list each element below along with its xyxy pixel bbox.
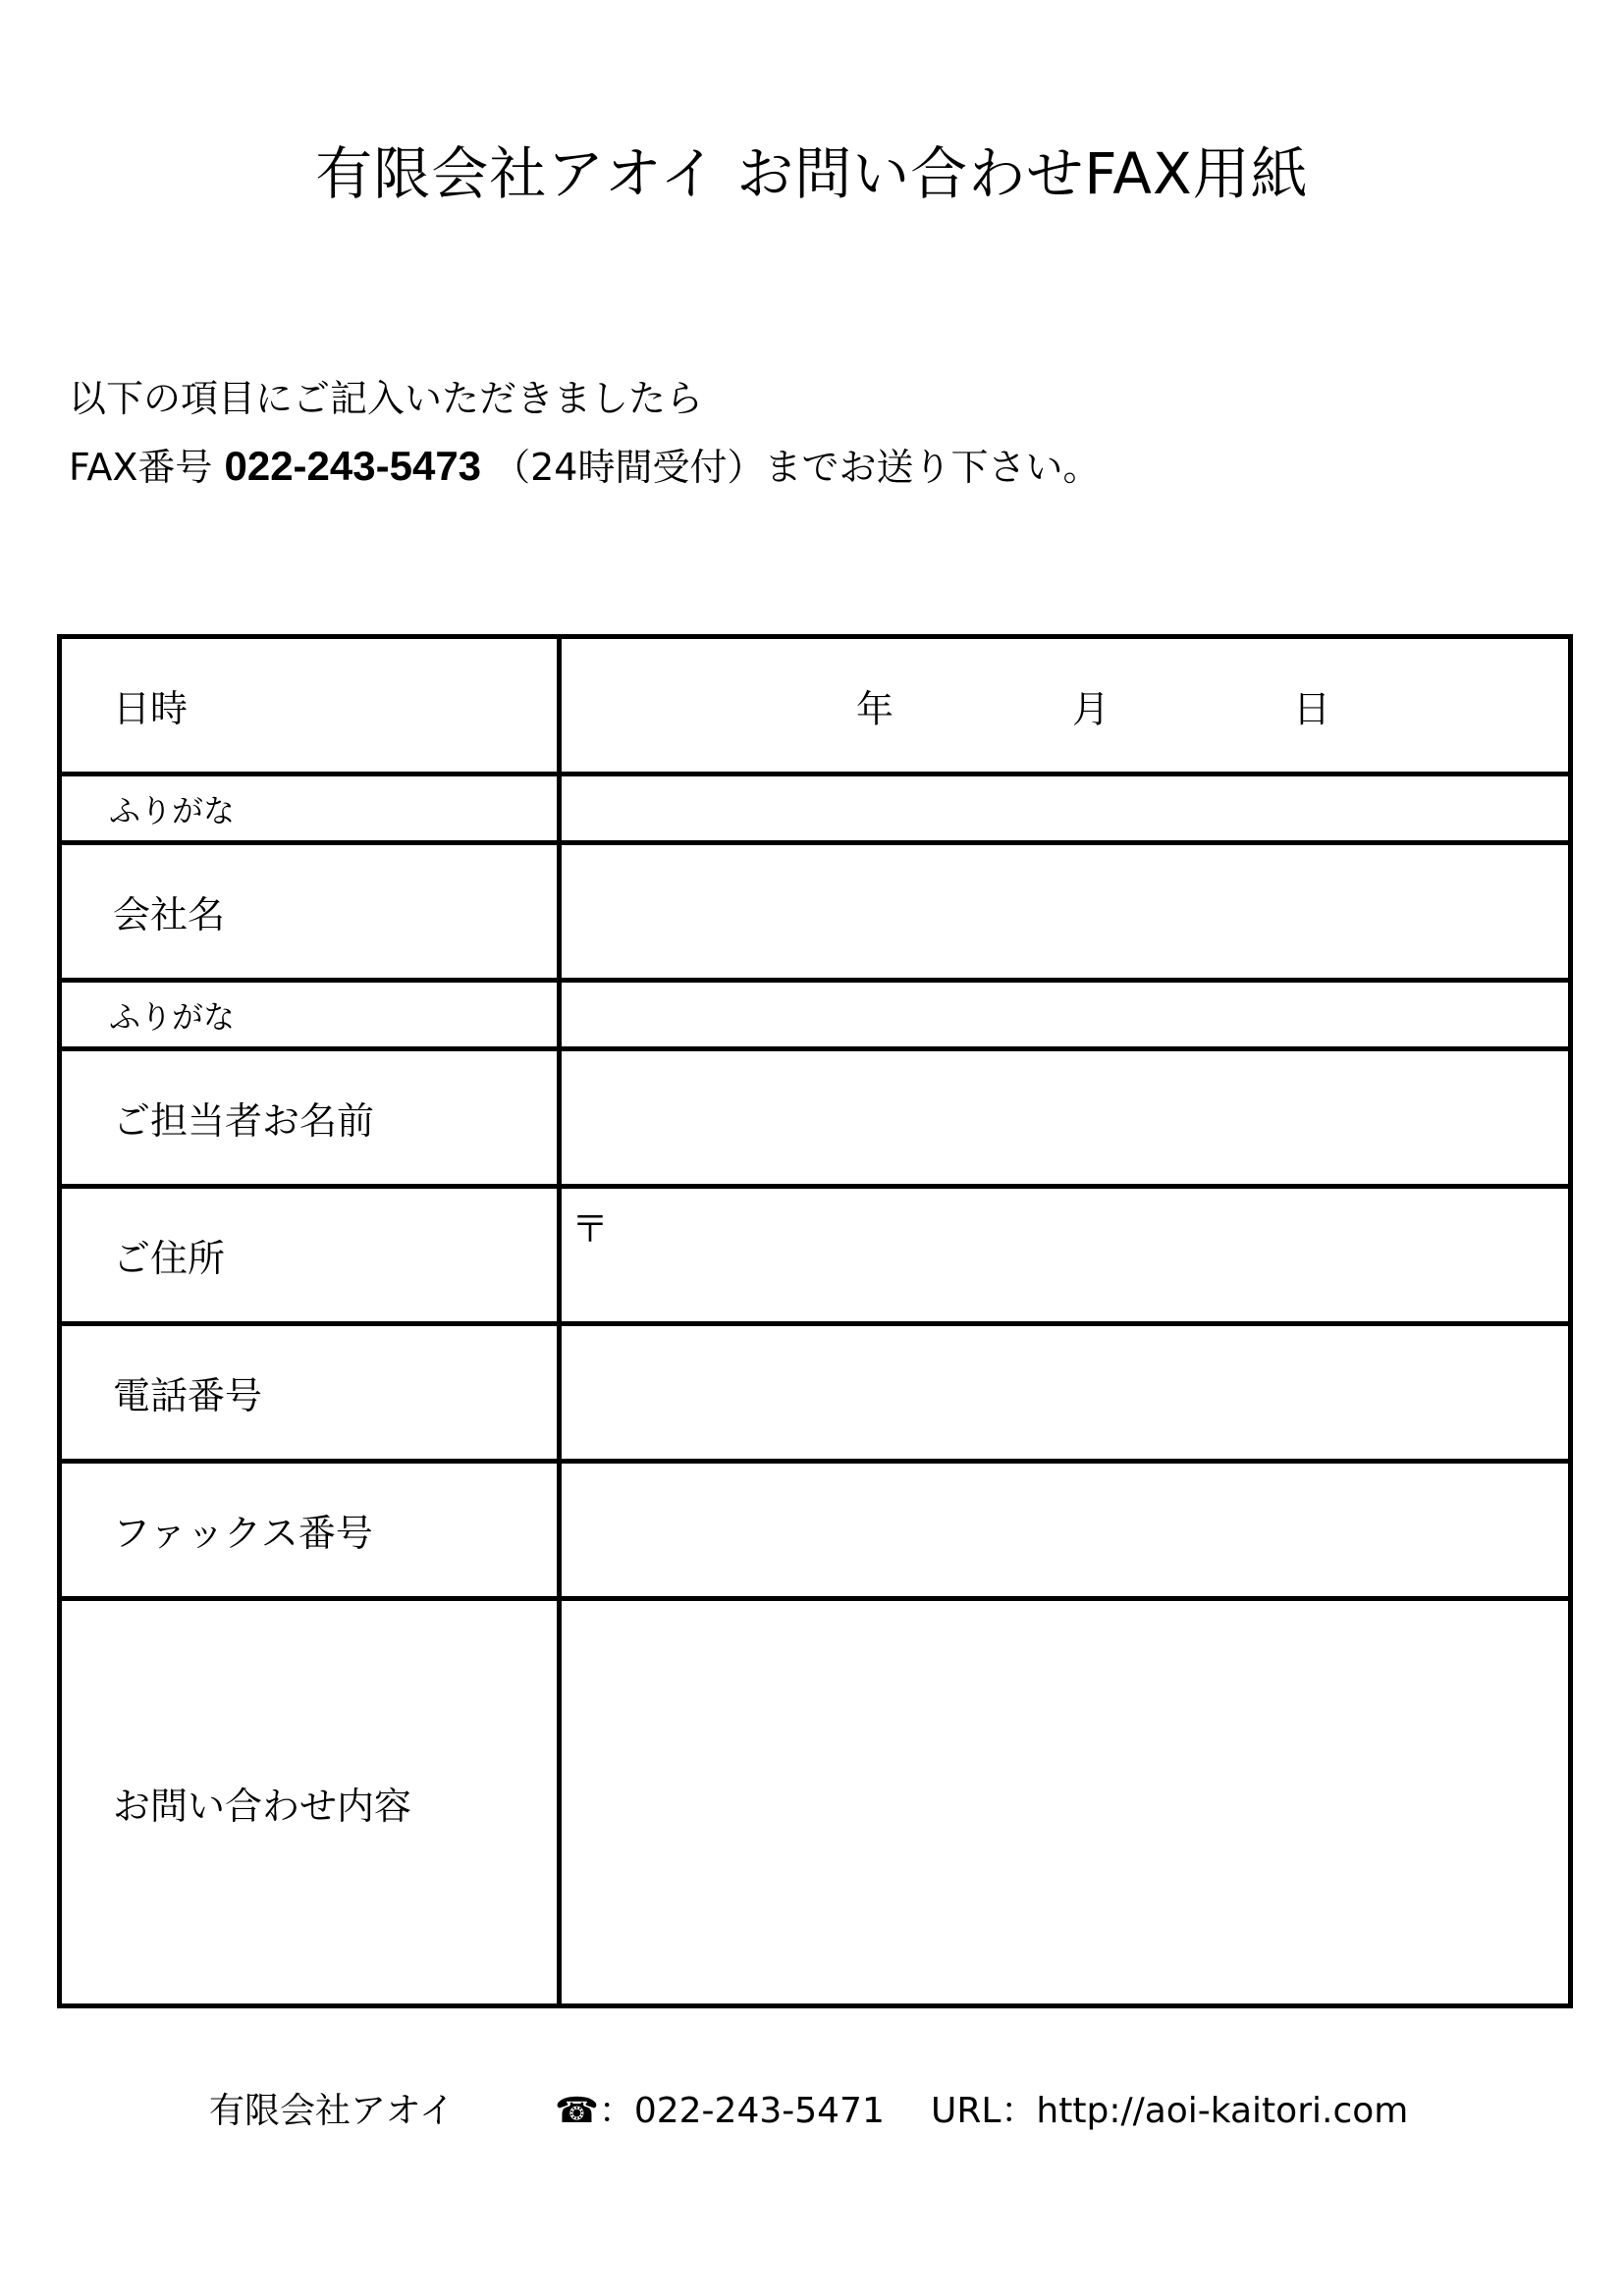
date-field[interactable] (560, 637, 1571, 774)
inquiry-form-table (57, 634, 1573, 2008)
intro-suffix: （24時間受付）までお送り下さい。 (481, 446, 1101, 489)
phone-field[interactable] (560, 1324, 1571, 1462)
intro-prefix: FAX番号 (69, 446, 225, 489)
footer-phone: ☎：022-243-5471 (555, 2091, 885, 2131)
contact-name-label: ご担当者お名前 (60, 1049, 560, 1187)
company-field[interactable] (560, 843, 1571, 981)
fax-number: 022-243-5473 (224, 443, 482, 489)
date-day: 日 (1293, 687, 1331, 730)
intro-line-1: 以下の項目にご記入いただきましたら (69, 377, 704, 420)
footer-company: 有限会社アオイ (209, 2091, 455, 2131)
furigana-row-1 (60, 774, 1571, 843)
furigana-label-2: ふりがな (60, 981, 560, 1049)
inquiry-row (60, 1599, 1571, 2006)
furigana-label-1: ふりがな (60, 774, 560, 843)
page-title: 有限会社アオイ お問い合わせFAX用紙 (315, 140, 1309, 207)
fax-field[interactable] (560, 1462, 1571, 1599)
contact-name-row (60, 1049, 1571, 1187)
intro-line-2 (69, 437, 1100, 491)
address-label: ご住所 (60, 1187, 560, 1324)
phone-row (60, 1324, 1571, 1462)
postal-mark: 〒 (571, 1207, 610, 1251)
company-label: 会社名 (60, 843, 560, 981)
footer-url: URL：http://aoi-kaitori.com (931, 2091, 1409, 2131)
date-month: 月 (1072, 687, 1110, 730)
address-row (60, 1187, 1571, 1324)
furigana-row-2 (60, 981, 1571, 1049)
address-field[interactable] (560, 1187, 1571, 1324)
contact-name-field[interactable] (560, 1049, 1571, 1187)
fax-row (60, 1462, 1571, 1599)
company-furigana-field[interactable] (560, 774, 1571, 843)
phone-label: 電話番号 (60, 1324, 560, 1462)
fax-label: ファックス番号 (60, 1462, 560, 1599)
inquiry-label: お問い合わせ内容 (60, 1599, 560, 2006)
date-label: 日時 (60, 637, 560, 774)
name-furigana-field[interactable] (560, 981, 1571, 1049)
date-year: 年 (856, 687, 894, 730)
inquiry-field[interactable] (560, 1599, 1571, 2006)
date-row (60, 637, 1571, 774)
company-row (60, 843, 1571, 981)
